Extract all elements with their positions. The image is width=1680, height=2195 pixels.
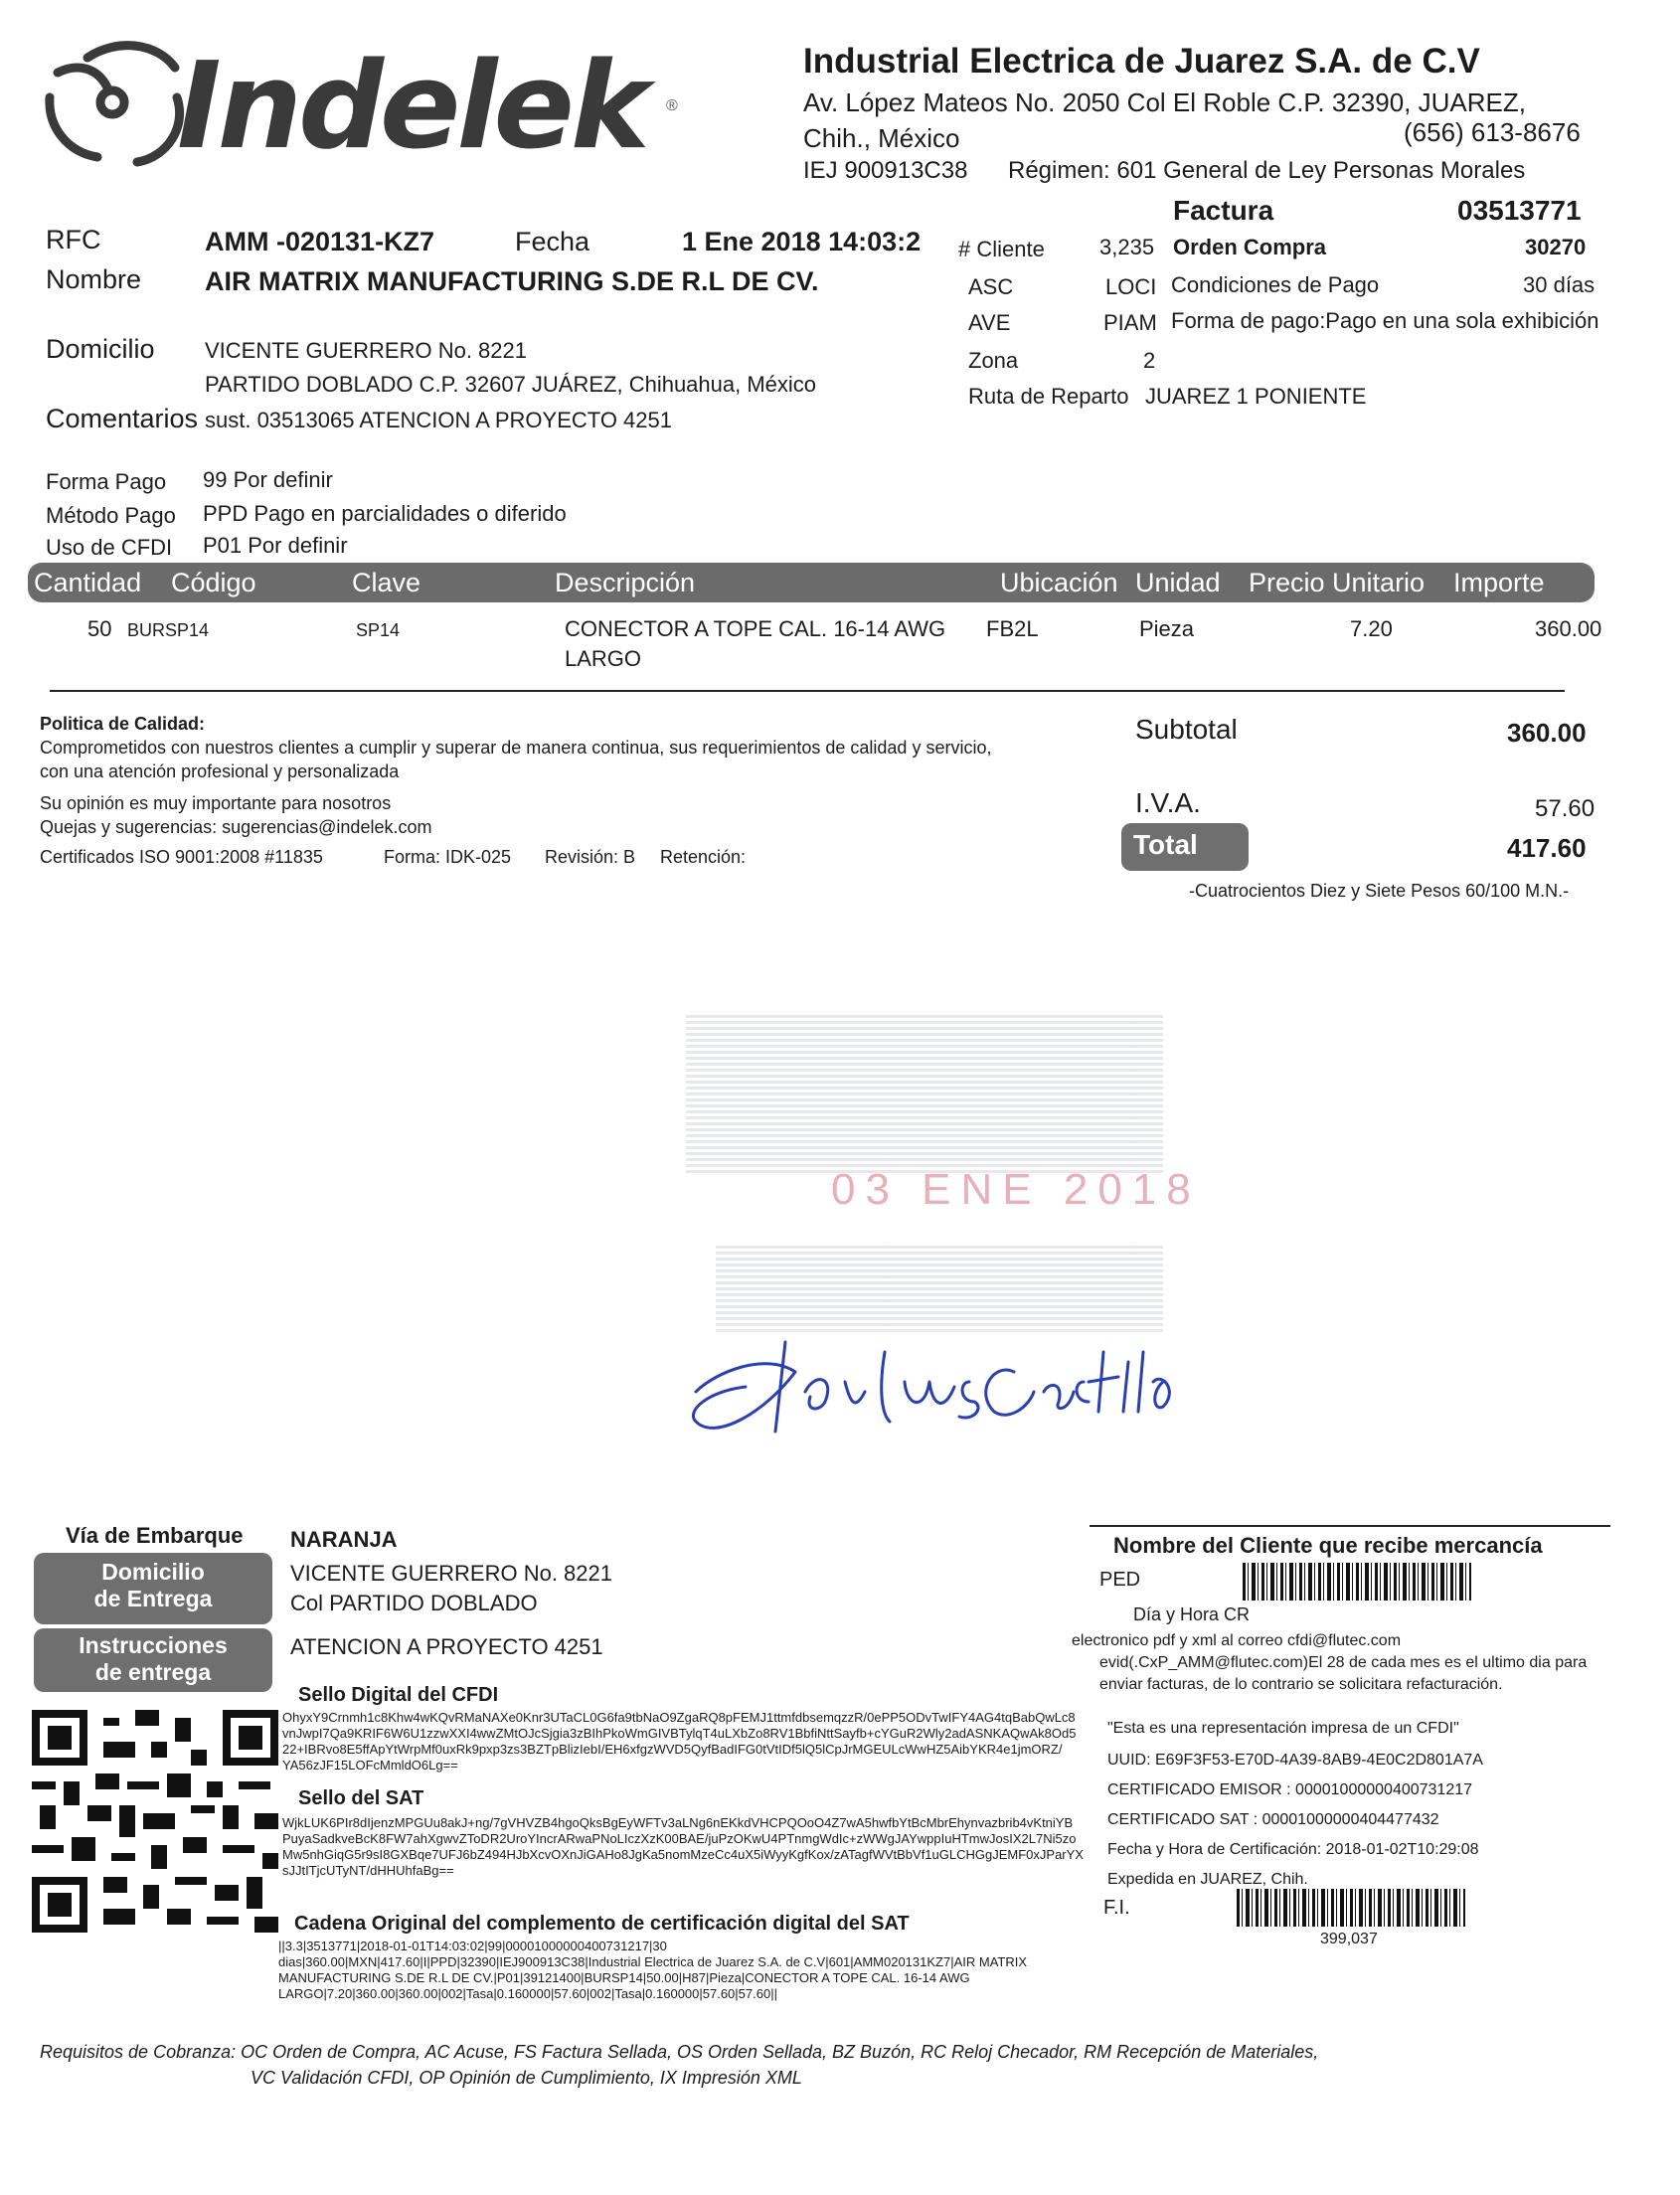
cadena-line4: LARGO|7.20|360.00|360.00|002|Tasa|0.160000|57.60|002|Tasa|0.160000|57.60|57.60||: [278, 1986, 777, 2001]
rfc-label: RFC: [46, 225, 101, 254]
condiciones-label: Condiciones de Pago: [1171, 272, 1380, 297]
instrucciones-label-2: de entrega: [94, 1659, 212, 1685]
company-name: Industrial Electrica de Juarez S.A. de C.V: [803, 42, 1480, 81]
col-precio-unitario: Precio Unitario: [1249, 568, 1426, 597]
asc-label: ASC: [968, 274, 1014, 299]
forma-pago-label: Forma Pago: [46, 469, 167, 494]
rfc-value: AMM -020131-KZ7: [205, 227, 435, 256]
asc-value: LOCI: [1105, 274, 1157, 299]
factura-number: 03513771: [1457, 195, 1582, 226]
policy-line1: Comprometidos con nuestros clientes a cumplir y superar de manera continua, sus requerimientos de calidad y servicio,: [40, 738, 992, 758]
condiciones-value: 30 días: [1523, 272, 1596, 297]
row-unidad: Pieza: [1139, 616, 1195, 641]
domicilio-label: Domicilio: [46, 334, 155, 364]
col-ubicacion: Ubicación: [1000, 568, 1118, 597]
sello-cfdi-title: Sello Digital del CFDI: [298, 1684, 499, 1706]
sello-cfdi-line3: 22+IBRvo8E5ffApYtWrpMf0uxRk9pxp3zs3BZTpBlizIebI/EH6xfgzWVD5QyfBadIFG0tVtIDf5lQ5lCpJrMGEULcWwHZ5AibYKR4e1jmORZ/: [282, 1742, 1063, 1757]
ped-label: PED: [1099, 1569, 1141, 1591]
ave-label: AVE: [968, 310, 1011, 335]
fi-label: F.I.: [1103, 1897, 1130, 1919]
cliente-label: # Cliente: [958, 237, 1045, 261]
email-line2: evid(.CxP_AMM@flutec.com)El 28 de cada mes es el ultimo dia para: [1099, 1654, 1588, 1671]
sello-cfdi-line2: vnJwpI7Qa9KRIF6W6U1zzwXXI4wwZMtOJcSjgia3zBIhPkoWmGIVBTylqT4uLXbZo8RV1BbfiNttSayfb+cYGuR2Wly2adASNKAQwAk8Od5: [282, 1726, 1077, 1741]
nombre-label: Nombre: [46, 264, 142, 294]
subtotal-label: Subtotal: [1135, 714, 1238, 745]
table-bottom-rule: [50, 690, 1565, 692]
policy-title: Politica de Calidad:: [40, 714, 206, 734]
company-address-line2: Chih., México: [803, 123, 960, 153]
policy-line4: Quejas y sugerencias: sugerencias@indelek.com: [40, 817, 432, 837]
instrucciones-value: ATENCION A PROYECTO 4251: [290, 1634, 603, 1659]
metodo-pago-label: Método Pago: [46, 503, 176, 528]
stamp-block-top: [686, 1014, 1163, 1173]
fi-barcode: [1237, 1889, 1465, 1927]
email-line3: enviar facturas, de lo contrario se solicitara refacturación.: [1099, 1676, 1503, 1693]
uso-cfdi-label: Uso de CFDI: [46, 535, 173, 560]
row-cantidad: 50: [87, 616, 112, 641]
sello-cfdi-line1: OhyxY9Crnmh1c8Khw4wKQvRMaNAXe0Knr3UTaCL0G6fa9tbNaO9ZgaRQ8pFEMJ1ttmfdbsemqzzR/0ePP5ODvTwIFY4AG4tqBabQwLc8: [282, 1710, 1076, 1725]
cadena-line3: MANUFACTURING S.DE R.L DE CV.|P01|39121400|BURSP14|50.00|H87|Pieza|CONECTOR A TOPE CAL. 16-14 AWG: [278, 1970, 970, 1985]
policy-line3: Su opinión es muy importante para nosotros: [40, 793, 392, 813]
domicilio-entrega-label-1: Domicilio: [101, 1559, 205, 1585]
col-codigo: Código: [171, 568, 256, 597]
row-importe: 360.00: [1535, 616, 1602, 641]
ave-value: PIAM: [1103, 310, 1157, 335]
footer-line2: VC Validación CFDI, OP Opinión de Cumplimiento, IX Impresión XML: [251, 2068, 802, 2088]
company-phone: (656) 613-8676: [1404, 117, 1581, 147]
dia-hora-label: Día y Hora CR: [1133, 1604, 1251, 1624]
expedida-en: Expedida en JUAREZ, Chih.: [1107, 1871, 1308, 1888]
footer-line1: Requisitos de Cobranza: OC Orden de Compra, AC Acuse, FS Factura Sellada, OS Orden Sellada, BZ Buzón, RC Reloj Checador, RM Recepción de Materiales,: [40, 2042, 1319, 2062]
factura-label: Factura: [1173, 195, 1274, 226]
col-cantidad: Cantidad: [34, 568, 142, 597]
receiver-top-rule: [1090, 1525, 1610, 1527]
instrucciones-entrega-box: [34, 1628, 272, 1692]
email-line1: electronico pdf y xml al correo cfdi@flutec.com: [1072, 1632, 1402, 1649]
comentarios-value: sust. 03513065 ATENCION A PROYECTO 4251: [205, 408, 672, 432]
forma-pago-value: 99 Por definir: [203, 467, 333, 492]
fecha-label: Fecha: [515, 227, 590, 256]
ruta-value: JUAREZ 1 PONIENTE: [1145, 384, 1367, 409]
cadena-line1: ||3.3|3513771|2018-01-01T14:03:02|99|00001000000400731217|30: [278, 1939, 667, 1953]
company-rfc: IEJ 900913C38: [803, 157, 968, 184]
col-descripcion: Descripción: [555, 568, 696, 597]
zona-label: Zona: [968, 348, 1019, 373]
cfdi-note: "Esta es una representación impresa de un CFDI": [1107, 1720, 1459, 1737]
sello-sat-line2: PuyaSadkveBcK8FW7ahXgwvZToDR2UroYIncrARwaPNoLIczXzK00BAE/juPzOKwU4PTnmgWdIc+zWWgJAYwppIuHTmwJosIX2L7Ni5zo: [282, 1831, 1077, 1846]
policy-retencion: Retención:: [660, 847, 747, 867]
fi-number: 399,037: [1320, 1931, 1378, 1947]
row-precio: 7.20: [1350, 616, 1393, 641]
total-value: 417.60: [1507, 833, 1587, 863]
orden-compra-label: Orden Compra: [1173, 235, 1327, 259]
orden-compra-value: 30270: [1525, 235, 1587, 259]
uuid: UUID: E69F3F53-E70D-4A39-8AB9-4E0C2D801A7A: [1107, 1752, 1483, 1769]
nombre-value: AIR MATRIX MANUFACTURING S.DE R.L DE CV.: [205, 266, 819, 296]
via-embarque-value: NARANJA: [290, 1527, 398, 1552]
company-logo: Indelek ®: [28, 28, 704, 197]
cert-emisor: CERTIFICADO EMISOR : 00001000000400731217: [1107, 1781, 1473, 1798]
policy-line2: con una atención profesional y personalizada: [40, 761, 400, 781]
sello-sat-title: Sello del SAT: [298, 1787, 424, 1809]
col-importe: Importe: [1453, 568, 1545, 597]
sello-cfdi-line4: YA56zJF15LOFcMmldO6Lg==: [282, 1758, 458, 1773]
qr-code-icon: [32, 1710, 278, 1933]
sello-sat-line4: sJJtITjcUTyNT/dHHUhfaBg==: [282, 1863, 454, 1878]
sello-sat-line3: Mw5nhGiqG5r9sI8GXBqe7UFJ6bZ494HJbXcvOXnJiGAHo8JgKa5nomMzeCc4uX5iWyyKgfKox/zATagfWVtBbVf1uGLCHGgJEMF0xJParYX: [282, 1847, 1084, 1862]
subtotal-value: 360.00: [1507, 718, 1587, 748]
cadena-line2: dias|360.00|MXN|417.60|I|PPD|32390|IEJ900913C38|Industrial Electrica de Juarez S.A. de C.V|601|AMM020131KZ7|AIR MATRIX: [278, 1954, 1028, 1969]
company-regimen: Régimen: 601 General de Ley Personas Morales: [1008, 157, 1526, 184]
col-unidad: Unidad: [1135, 568, 1221, 597]
iva-value: 57.60: [1535, 795, 1596, 822]
entrega-line1: VICENTE GUERRERO No. 8221: [290, 1561, 612, 1586]
row-codigo: BURSP14: [127, 620, 210, 640]
domicilio-line2: PARTIDO DOBLADO C.P. 32607 JUÁREZ, Chihuahua, México: [205, 372, 817, 397]
swirl-logo-icon: [28, 28, 197, 177]
total-words: -Cuatrocientos Diez y Siete Pesos 60/100 M.N.-: [1189, 881, 1570, 901]
col-clave: Clave: [352, 568, 421, 597]
total-label: Total: [1133, 829, 1198, 860]
cliente-value: 3,235: [1099, 235, 1155, 259]
row-descripcion-line1: CONECTOR A TOPE CAL. 16-14 AWG: [565, 616, 946, 641]
handwritten-signature: [676, 1312, 1193, 1451]
company-address-line1: Av. López Mateos No. 2050 Col El Roble C.P. 32390, JUAREZ,: [803, 87, 1526, 117]
receiver-title: Nombre del Cliente que recibe mercancía: [1113, 1533, 1543, 1558]
policy-forma: Forma: IDK-025: [384, 847, 512, 867]
policy-revision: Revisión: B: [545, 847, 636, 867]
via-embarque-label: Vía de Embarque: [66, 1523, 244, 1548]
stamp-date: 03 ENE 2018: [831, 1165, 1201, 1214]
cert-sat: CERTIFICADO SAT : 00001000000404477432: [1107, 1811, 1439, 1828]
instrucciones-label-1: Instrucciones: [79, 1632, 228, 1658]
row-clave: SP14: [356, 620, 401, 640]
forma-pago-header: Forma de pago:Pago en una sola exhibición: [1171, 308, 1599, 333]
domicilio-entrega-label-2: de Entrega: [93, 1586, 213, 1611]
policy-cert: Certificados ISO 9001:2008 #11835: [40, 847, 323, 867]
items-table-header: [28, 563, 1595, 602]
zona-value: 2: [1143, 348, 1156, 373]
entrega-line2: Col PARTIDO DOBLADO: [290, 1591, 538, 1615]
fecha-certificacion: Fecha y Hora de Certificación: 2018-01-02T10:29:08: [1107, 1841, 1479, 1858]
row-ubicacion: FB2L: [986, 616, 1039, 641]
row-descripcion-line2: LARGO: [565, 646, 642, 671]
uso-cfdi-value: P01 Por definir: [203, 533, 348, 558]
iva-label: I.V.A.: [1135, 787, 1201, 818]
logo-wordmark: Indelek: [177, 38, 646, 176]
domicilio-line1: VICENTE GUERRERO No. 8221: [205, 338, 527, 363]
comentarios-label: Comentarios: [46, 404, 199, 433]
metodo-pago-value: PPD Pago en parcialidades o diferido: [203, 501, 567, 526]
ruta-label: Ruta de Reparto: [968, 384, 1129, 409]
cadena-title: Cadena Original del complemento de certificación digital del SAT: [294, 1913, 910, 1935]
sello-sat-line1: WjkLUK6PIr8dIjenzMPGUu8akJ+ng/7gVHVZB4hgoQksBgEyWFTv3aLNg6nEKkdVHCPQOoO4Z7wA5hwfbYtBcMbrEhynvazbrib4vKtniYB: [282, 1815, 1074, 1830]
domicilio-entrega-box: [34, 1553, 272, 1624]
fecha-value: 1 Ene 2018 14:03:2: [682, 227, 922, 256]
ped-barcode: [1243, 1563, 1471, 1601]
